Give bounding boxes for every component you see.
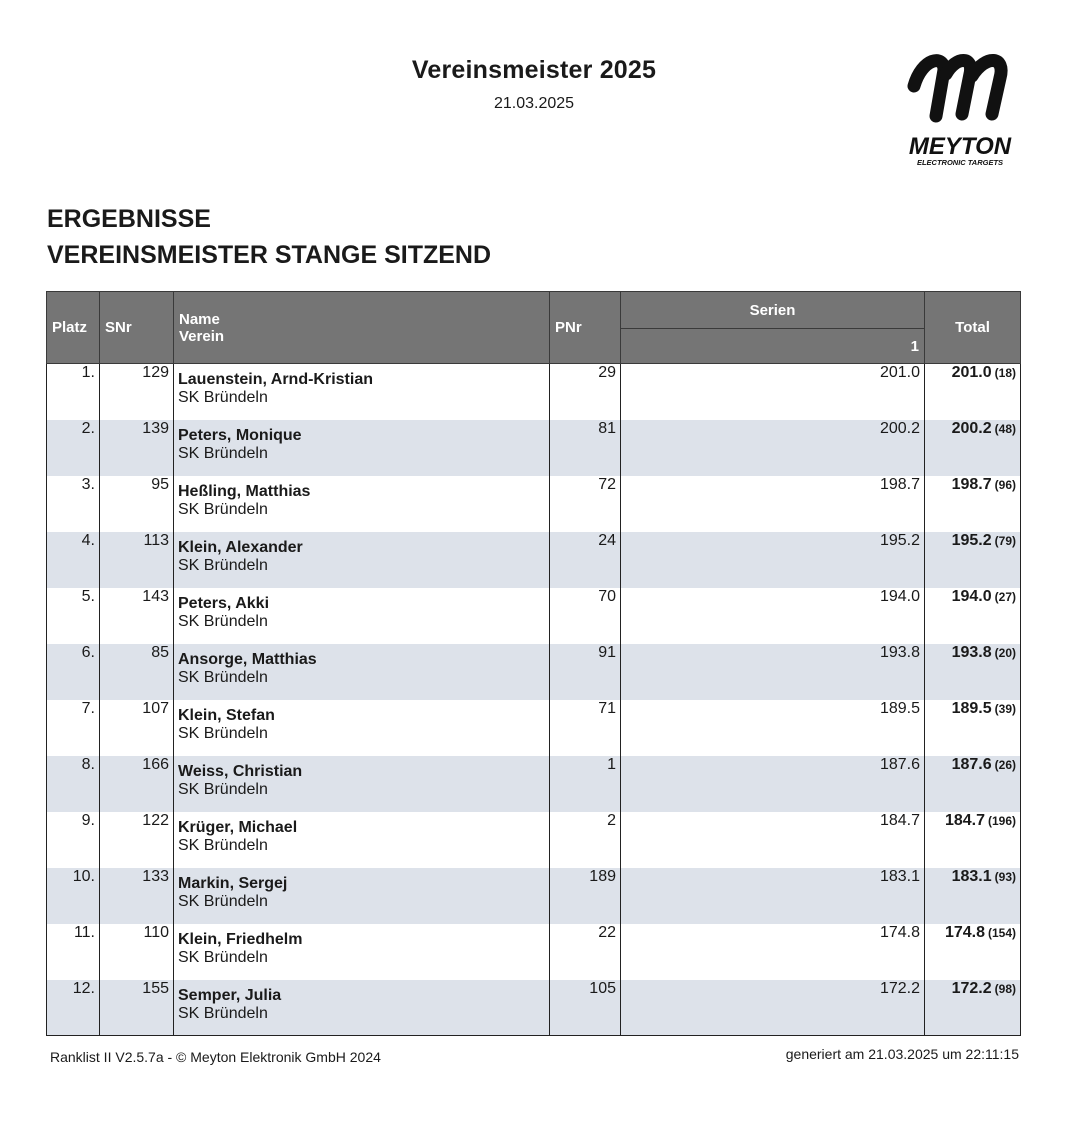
cell-platz: 1. (47, 364, 100, 420)
shooter-name: Semper, Julia (178, 986, 282, 1004)
cell-name-verein (174, 644, 550, 700)
cell-pnr: 24 (550, 532, 621, 588)
shooter-name: Klein, Stefan (178, 706, 275, 724)
cell-snr: 107 (100, 700, 174, 756)
club-name: SK Bründeln (178, 1004, 268, 1022)
total-score: 189.5 (951, 699, 992, 717)
total-rank: (96) (994, 477, 1016, 492)
logo-subtext: ELECTRONIC TARGETS (916, 158, 1004, 167)
total-score: 200.2 (951, 419, 992, 437)
cell-platz: 5. (47, 588, 100, 644)
cell-serie-1: 195.2 (621, 532, 925, 588)
total-score: 174.8 (944, 923, 985, 941)
header-serie-1: 1 (621, 329, 925, 364)
cell-snr: 122 (100, 812, 174, 868)
cell-platz: 10. (47, 868, 100, 924)
cell-name-verein (174, 420, 550, 476)
cell-serie-1: 198.7 (621, 476, 925, 532)
cell-total (925, 980, 1021, 1036)
results-table (46, 291, 1021, 1036)
cell-serie-1: 194.0 (621, 588, 925, 644)
total-rank: (39) (994, 701, 1016, 716)
table-row (47, 980, 1021, 1036)
total-score: 201.0 (951, 364, 992, 381)
cell-serie-1: 187.6 (621, 756, 925, 812)
cell-snr: 139 (100, 420, 174, 476)
cell-snr: 95 (100, 476, 174, 532)
cell-pnr: 72 (550, 476, 621, 532)
shooter-name: Peters, Akki (178, 594, 270, 612)
cell-pnr: 105 (550, 980, 621, 1036)
cell-total (925, 532, 1021, 588)
cell-name-verein (174, 364, 550, 420)
club-name: SK Bründeln (178, 780, 268, 798)
total-rank: (27) (994, 589, 1016, 604)
cell-platz: 7. (47, 700, 100, 756)
club-name: SK Bründeln (178, 892, 268, 910)
cell-platz: 3. (47, 476, 100, 532)
cell-platz: 11. (47, 924, 100, 980)
cell-total (925, 364, 1021, 420)
total-rank: (93) (994, 869, 1016, 884)
table-row (47, 756, 1021, 812)
cell-snr: 166 (100, 756, 174, 812)
cell-total (925, 644, 1021, 700)
header-snr: SNr (100, 292, 174, 364)
table-row (47, 532, 1021, 588)
table-row (47, 700, 1021, 756)
section-heading-line2: VEREINSMEISTER STANGE SITZEND (47, 241, 492, 269)
total-rank: (20) (994, 645, 1016, 660)
club-name: SK Bründeln (178, 836, 268, 854)
table-row (47, 420, 1021, 476)
cell-serie-1: 172.2 (621, 980, 925, 1036)
cell-platz: 9. (47, 812, 100, 868)
section-heading-line1: ERGEBNISSE (47, 205, 211, 233)
shooter-name: Klein, Alexander (178, 538, 303, 556)
cell-serie-1: 174.8 (621, 924, 925, 980)
shooter-name: Markin, Sergej (178, 874, 288, 892)
club-name: SK Bründeln (178, 668, 268, 686)
cell-serie-1: 201.0 (621, 364, 925, 420)
cell-name-verein (174, 812, 550, 868)
club-name: SK Bründeln (178, 500, 268, 518)
table-row (47, 924, 1021, 980)
club-name: SK Bründeln (178, 556, 268, 574)
shooter-name: Weiss, Christian (178, 762, 303, 780)
cell-name-verein (174, 700, 550, 756)
table-row (47, 812, 1021, 868)
cell-snr: 85 (100, 644, 174, 700)
shooter-name: Heßling, Matthias (178, 482, 311, 500)
cell-name-verein (174, 924, 550, 980)
club-name: SK Bründeln (178, 724, 268, 742)
cell-name-verein (174, 980, 550, 1036)
cell-serie-1: 200.2 (621, 420, 925, 476)
cell-pnr: 91 (550, 644, 621, 700)
total-rank: (18) (994, 366, 1016, 380)
cell-pnr: 1 (550, 756, 621, 812)
cell-platz: 12. (47, 980, 100, 1036)
club-name: SK Bründeln (178, 444, 268, 462)
footer-version: Ranklist II V2.5.7a - © Meyton Elektronik GmbH 2024 (50, 1049, 381, 1065)
table-row (47, 364, 1021, 420)
header-name: Name (179, 310, 220, 328)
document-date: 21.03.2025 (493, 95, 575, 112)
cell-pnr: 29 (550, 364, 621, 420)
cell-total (925, 476, 1021, 532)
section-heading (47, 201, 491, 273)
cell-total (925, 924, 1021, 980)
cell-serie-1: 189.5 (621, 700, 925, 756)
header-verein: Verein (179, 327, 225, 345)
footer-generated: generiert am 21.03.2025 um 22:11:15 (785, 1046, 1019, 1062)
cell-platz: 8. (47, 756, 100, 812)
cell-total (925, 868, 1021, 924)
header-total: Total (925, 292, 1021, 364)
table-row (47, 588, 1021, 644)
total-rank: (154) (987, 925, 1016, 940)
header-serien: Serien (621, 292, 925, 329)
cell-snr: 113 (100, 532, 174, 588)
total-score: 195.2 (951, 531, 992, 549)
club-name: SK Bründeln (178, 389, 268, 406)
shooter-name: Peters, Monique (178, 426, 302, 444)
header-platz: Platz (47, 292, 100, 364)
cell-name-verein (174, 476, 550, 532)
cell-platz: 2. (47, 420, 100, 476)
total-rank: (79) (994, 533, 1016, 548)
shooter-name: Klein, Friedhelm (178, 930, 303, 948)
total-score: 193.8 (951, 643, 992, 661)
document-title: Vereinsmeister 2025 (411, 56, 657, 84)
total-rank: (98) (994, 981, 1016, 996)
club-name: SK Bründeln (178, 612, 268, 630)
table-body (47, 364, 1021, 1036)
cell-total (925, 812, 1021, 868)
total-rank: (26) (994, 757, 1016, 772)
cell-platz: 6. (47, 644, 100, 700)
cell-pnr: 189 (550, 868, 621, 924)
shooter-name: Ansorge, Matthias (178, 650, 317, 668)
cell-name-verein (174, 588, 550, 644)
table-row (47, 644, 1021, 700)
cell-pnr: 70 (550, 588, 621, 644)
cell-snr: 129 (100, 364, 174, 420)
cell-snr: 155 (100, 980, 174, 1036)
cell-serie-1: 193.8 (621, 644, 925, 700)
cell-snr: 110 (100, 924, 174, 980)
cell-total (925, 588, 1021, 644)
meyton-logo (900, 44, 1028, 170)
table-header (47, 292, 1021, 364)
table-row (47, 476, 1021, 532)
cell-serie-1: 183.1 (621, 868, 925, 924)
total-score: 198.7 (951, 475, 992, 493)
cell-snr: 133 (100, 868, 174, 924)
table-row (47, 868, 1021, 924)
logo-text: MEYTON (908, 133, 1012, 160)
club-name: SK Bründeln (178, 948, 268, 966)
cell-serie-1: 184.7 (621, 812, 925, 868)
cell-pnr: 2 (550, 812, 621, 868)
cell-platz: 4. (47, 532, 100, 588)
total-score: 187.6 (951, 755, 992, 773)
cell-name-verein (174, 756, 550, 812)
cell-pnr: 81 (550, 420, 621, 476)
total-rank: (48) (994, 421, 1016, 436)
total-score: 194.0 (951, 587, 992, 605)
cell-pnr: 71 (550, 700, 621, 756)
shooter-name: Krüger, Michael (178, 818, 298, 836)
cell-name-verein (174, 532, 550, 588)
cell-snr: 143 (100, 588, 174, 644)
total-score: 172.2 (951, 979, 992, 997)
header-pnr: PNr (550, 292, 621, 364)
cell-pnr: 22 (550, 924, 621, 980)
cell-total (925, 700, 1021, 756)
cell-name-verein (174, 868, 550, 924)
total-score: 184.7 (944, 811, 985, 829)
shooter-name: Lauenstein, Arnd-Kristian (178, 371, 373, 388)
total-score: 183.1 (951, 867, 992, 885)
total-rank: (196) (987, 813, 1016, 828)
cell-total (925, 420, 1021, 476)
cell-total (925, 756, 1021, 812)
header-name-verein (174, 292, 550, 364)
